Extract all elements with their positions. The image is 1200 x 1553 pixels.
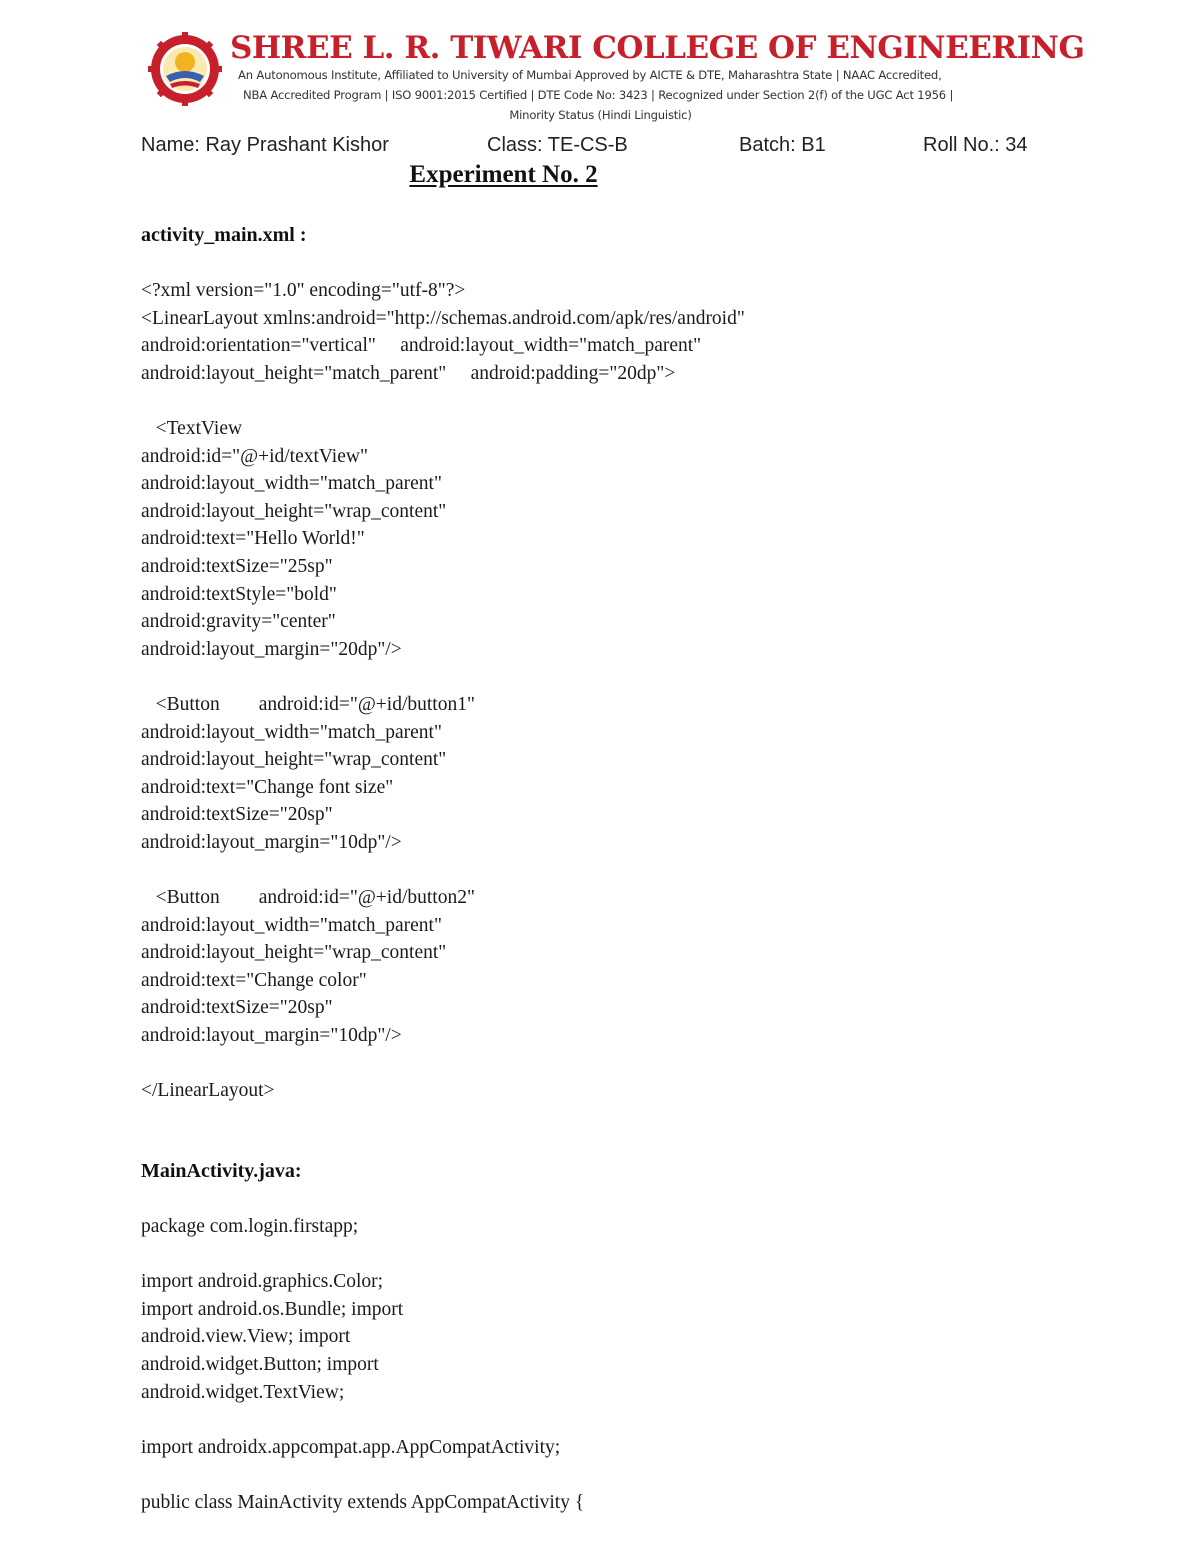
code-line: <Button android:id="@+id/button1" xyxy=(141,693,475,715)
code-line: android:text="Hello World!" xyxy=(141,528,365,550)
affiliation-line-3: Minority Status (Hindi Linguistic) xyxy=(509,108,692,122)
xml-code-block xyxy=(141,277,1041,1105)
code-line: android:layout_width="match_parent" xyxy=(141,473,442,495)
code-line: import androidx.appcompat.app.AppCompatActivity; xyxy=(141,1436,561,1458)
experiment-title: Experiment No. 2 xyxy=(409,161,598,188)
code-line: android:textStyle="bold" xyxy=(141,583,337,605)
code-line xyxy=(141,1461,1041,1489)
code-line: android:layout_height="wrap_content" xyxy=(141,749,447,771)
code-line: </LinearLayout> xyxy=(141,1080,275,1102)
code-line: android:layout_height="match_parent" android:padding="20dp"> xyxy=(141,362,676,384)
code-line xyxy=(141,1406,1041,1434)
college-header xyxy=(148,30,1085,130)
code-line: <TextView xyxy=(141,417,243,439)
student-name: Name: Ray Prashant Kishor xyxy=(141,134,389,156)
code-line: android:gravity="center" xyxy=(141,611,336,633)
code-line: android:layout_height="wrap_content" xyxy=(141,500,447,522)
affiliation-line-1: An Autonomous Institute, Affiliated to University of Mumbai Approved by AICTE & DTE, Maharashtra State | NAAC Accredited, xyxy=(238,68,942,82)
affiliation-line-2: NBA Accredited Program | ISO 9001:2015 Certified | DTE Code No: 3423 | Recognized under Section 2(f) of the UGC Act 1956 | xyxy=(243,88,954,102)
student-batch: Batch: B1 xyxy=(739,134,826,156)
code-line xyxy=(141,856,1041,884)
code-line: android:orientation="vertical" android:layout_width="match_parent" xyxy=(141,335,702,357)
code-line: android:text="Change font size" xyxy=(141,776,394,798)
code-line: public class MainActivity extends AppCompatActivity { xyxy=(141,1491,585,1513)
code-line: android:id="@+id/textView" xyxy=(141,445,368,467)
code-line xyxy=(141,1050,1041,1078)
code-line: import android.graphics.Color; xyxy=(141,1271,384,1293)
code-line: android:text="Change color" xyxy=(141,969,367,991)
xml-section-heading: activity_main.xml : xyxy=(141,224,307,246)
code-line: android:layout_margin="10dp"/> xyxy=(141,831,402,853)
code-line: android:textSize="25sp" xyxy=(141,555,333,577)
code-line: android:textSize="20sp" xyxy=(141,804,333,826)
code-line: android:textSize="20sp" xyxy=(141,997,333,1019)
code-line: android:layout_width="match_parent" xyxy=(141,914,442,936)
college-emblem-icon xyxy=(148,32,222,106)
code-line: android:layout_height="wrap_content" xyxy=(141,942,447,964)
code-line: android:layout_margin="20dp"/> xyxy=(141,638,402,660)
code-line: <Button android:id="@+id/button2" xyxy=(141,887,475,909)
student-info xyxy=(141,134,1041,160)
code-line: <LinearLayout xmlns:android="http://schemas.android.com/apk/res/android" xyxy=(141,307,745,329)
code-line: import android.os.Bundle; import xyxy=(141,1298,404,1320)
code-line: android.view.View; import xyxy=(141,1326,351,1348)
code-line xyxy=(141,387,1041,415)
code-line xyxy=(141,663,1041,691)
code-line: <?xml version="1.0" encoding="utf-8"?> xyxy=(141,280,466,301)
java-section-heading: MainActivity.java: xyxy=(141,1160,302,1182)
code-line: android:layout_margin="10dp"/> xyxy=(141,1025,402,1047)
student-roll: Roll No.: 34 xyxy=(923,134,1028,156)
college-name: SHREE L. R. TIWARI COLLEGE OF ENGINEERING xyxy=(230,30,1085,66)
code-line: android.widget.Button; import xyxy=(141,1353,379,1375)
code-line xyxy=(141,1241,1041,1269)
code-line: android:layout_width="match_parent" xyxy=(141,721,442,743)
code-line: package com.login.firstapp; xyxy=(141,1216,359,1237)
student-class: Class: TE-CS-B xyxy=(487,134,628,156)
java-code-block xyxy=(141,1213,1041,1517)
code-line: android.widget.TextView; xyxy=(141,1381,345,1403)
